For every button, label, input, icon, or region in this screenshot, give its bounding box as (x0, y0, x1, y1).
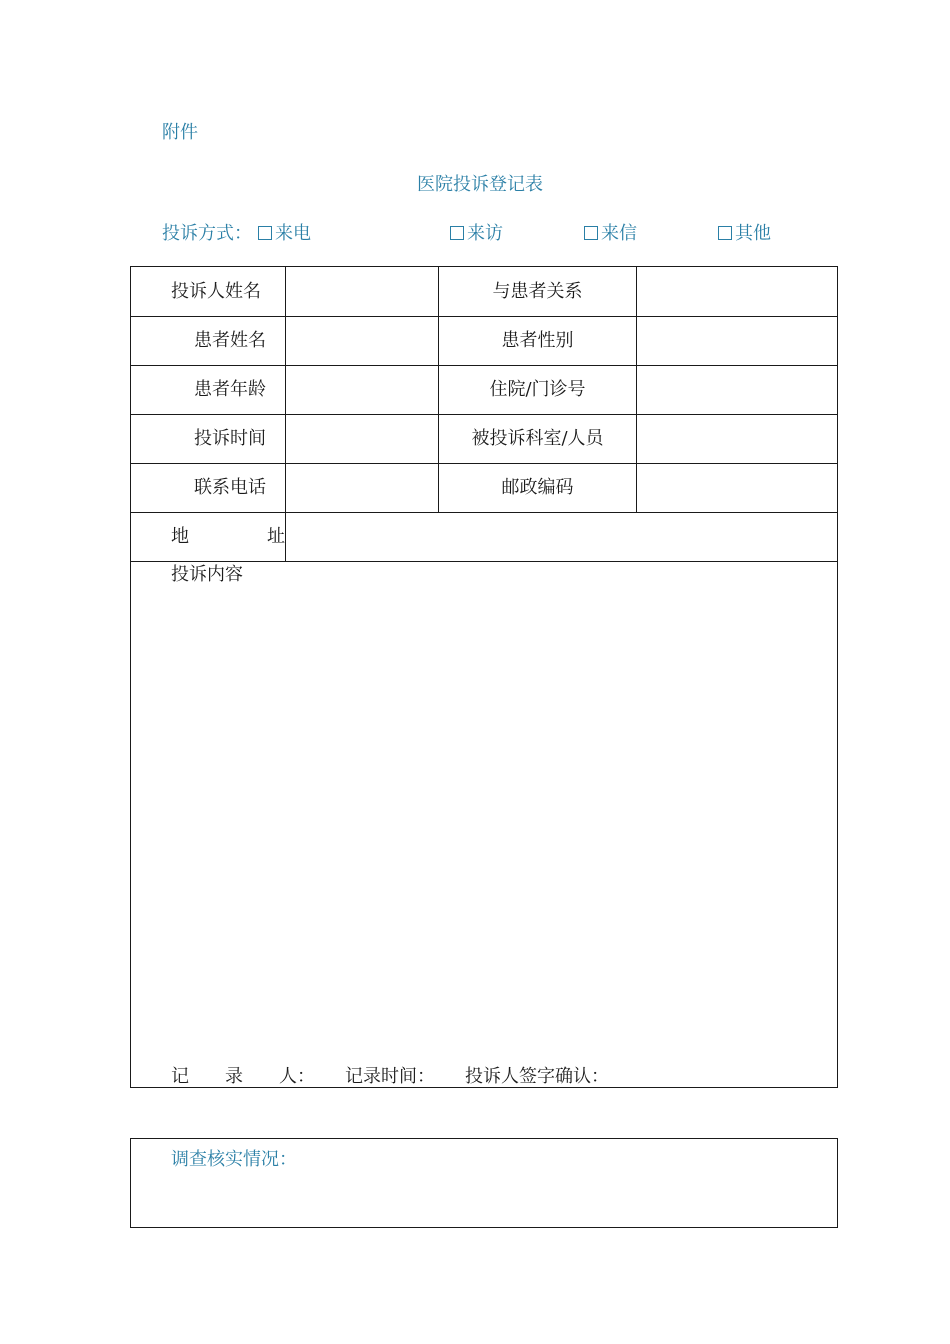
patient-gender-field[interactable] (636, 316, 836, 365)
complainant-name-field[interactable] (285, 267, 438, 316)
complaint-content-area[interactable] (131, 591, 836, 1061)
checkbox-icon[interactable] (584, 226, 598, 240)
complained-department-label: 被投诉科室/人员 (471, 428, 604, 449)
recorder-row (171, 1065, 609, 1089)
method-option-letter[interactable] (584, 219, 637, 245)
checkbox-icon[interactable] (718, 226, 732, 240)
patient-age-field[interactable] (285, 365, 438, 414)
investigation-label: 调查核实情况： (171, 1149, 297, 1170)
signature-label: 投诉人签字确认： (465, 1066, 609, 1087)
inpatient-outpatient-number-field[interactable] (636, 365, 836, 414)
relation-to-patient-label: 与患者关系 (492, 281, 583, 302)
inpatient-outpatient-number-label: 住院/门诊号 (489, 379, 586, 400)
checkbox-icon[interactable] (450, 226, 464, 240)
complaint-time-label: 投诉时间 (194, 428, 266, 449)
complained-department-field[interactable] (636, 414, 836, 463)
patient-name-field[interactable] (285, 316, 438, 365)
phone-field[interactable] (285, 463, 438, 512)
method-option-visit[interactable] (450, 219, 503, 245)
complaint-method-label: 投诉方式： (162, 223, 252, 244)
postal-code-label: 邮政编码 (501, 477, 574, 498)
patient-age-label: 患者年龄 (194, 379, 266, 400)
complaint-time-field[interactable] (285, 414, 438, 463)
page-title: 医院投诉登记表 (417, 174, 543, 195)
record-time-label: 记录时间： (345, 1066, 435, 1087)
method-option-label: 来信 (601, 223, 637, 244)
address-field[interactable] (285, 512, 836, 561)
method-option-label: 其他 (735, 223, 771, 244)
patient-name-label: 患者姓名 (194, 330, 266, 351)
investigation-box[interactable] (130, 1138, 838, 1228)
method-option-label: 来访 (467, 223, 503, 244)
postal-code-field[interactable] (636, 463, 836, 512)
row-divider (131, 561, 837, 562)
address-label-part2: 址 (267, 526, 285, 547)
method-option-label: 来电 (275, 223, 311, 244)
checkbox-icon[interactable] (258, 226, 272, 240)
complaint-form-table (130, 266, 838, 1088)
phone-label: 联系电话 (194, 477, 266, 498)
attachment-label: 附件 (162, 122, 198, 143)
address-label-part1: 地 (171, 526, 189, 547)
complaint-content-label: 投诉内容 (171, 564, 243, 585)
recorder-label: 记 录 人： (171, 1066, 315, 1087)
method-option-other[interactable] (718, 219, 771, 245)
complainant-name-label: 投诉人姓名 (171, 281, 261, 302)
patient-gender-label: 患者性别 (501, 330, 574, 351)
method-option-phone[interactable] (258, 219, 311, 245)
relation-to-patient-field[interactable] (636, 267, 836, 316)
